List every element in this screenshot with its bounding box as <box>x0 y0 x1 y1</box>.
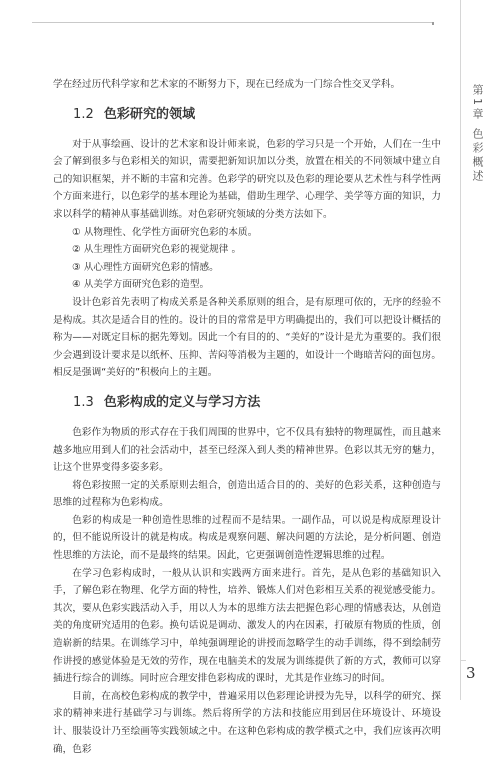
header-rule-mark <box>432 22 434 25</box>
header-rule <box>32 22 434 23</box>
paragraph: 将色彩按照一定的关系原则去组合，创造出适合目的的、美好的色彩关系，这种创造与思维的过程称为色彩构成。 <box>53 479 441 509</box>
section-title: 色彩研究的领域 <box>103 106 196 122</box>
list-item: ② 从生理性方面研究色彩的视觉规律 。 <box>72 244 242 256</box>
section-title: 色彩构成的定义与学习方法 <box>103 394 261 410</box>
page-number: 3 <box>466 664 476 682</box>
paragraph: 设计色彩首先表明了构成关系是各种关系原则的组合，是有原理可依的，无序的经验不是构成。其次是适合目的性的。设计的目的常常是甲方明确提出的，我们可以把设计概括的称为——对既定目标的据先筹划。因此一个有目的的、“美好的”设计是尤为重要的。我们很少会遇到设计要求是以纸杯、压抑、苦闷等消极为主题的，如设计一个晦暗苦闷的面包房。相反是强调“美好的”积极向上的主题。 <box>53 296 441 379</box>
section-heading-1-2 <box>53 106 441 124</box>
paragraph: 色彩作为物质的形式存在于我们周围的世界中，它不仅具有独特的物理属性，而且越来越多地应用到人们的社会活动中，甚至已经深入到人类的精神世界。色彩以其无穷的魅力，让这个世界变得多姿多彩。 <box>53 426 441 474</box>
chapter-side-label <box>467 84 485 184</box>
continued-paragraph: 学在经过历代科学家和艺术家的不断努力下，现在已经成为一门综合性交叉学科。 <box>53 79 401 90</box>
paragraph: 在学习色彩构成时，一般从认识和实践两方面来进行。首先，是从色彩的基础知识入手，了解色彩在物理、化学方面的特性，培养、锻炼人们对色彩相互关系的视觉感受能力。其次，要从色彩实践活动入手，用以人为本的思维方法去把握色彩心理的情感表达，从创造美的角度研究适用的色彩。换句话说是调动、激发人的内在因素，打破原有物质的性质，创造崭新的结果。在训练学习中，单纯强调理论的讲授而忽略学生的动手训练，得不到绘制劳作讲授的感觉体验是无效的劳作，现在电脑美术的发展为训练提供了新的方式，教师可以穿插进行综合的训练。同时应合理安排色彩构成的课时，尤其是作业练习的时间。 <box>53 567 441 685</box>
paragraph: 对于从事绘画、设计的艺术家和设计师来说，色彩的学习只是一个开始，人们在一生中会了解到很多与色彩相关的知识，需要把新知识加以分类，放置在相关的不同领域中建立自己的知识框架，并不断的丰富和完善。色彩学的研究以及色彩的理论要从艺术性与科学性两个方面来进行，以色彩学的基本理论为基础，借助生理学、心理学、美学等方面的知识，力求以科学的精神从事基础训练。对色彩研究领域的分类方法如下。 <box>53 138 441 220</box>
section-number: 1.2 <box>73 106 94 122</box>
section-number: 1.3 <box>73 394 94 410</box>
list-item: ④ 从美学方面研究色彩的造型。 <box>72 279 210 291</box>
margin-divider <box>460 0 461 700</box>
page-body <box>53 76 441 758</box>
chapter-number: 第1章 <box>471 84 484 122</box>
paragraph: 色彩的构成是一种创造性思维的过程而不是结果。一副作品，可以说是构成原理设计的，但不能说所设计的就是构成。构成是观察问题、解决问题的方法论，是分析问题、创造性思维的方法论，而不是最终的结果。因此，它更强调创造性逻辑思维的过程。 <box>53 514 441 562</box>
list-item: ③ 从心理性方面研究色彩的情感。 <box>72 261 219 273</box>
page-number-rule <box>460 660 466 661</box>
chapter-title: 色彩概述 <box>471 128 484 184</box>
section-heading-1-3 <box>53 394 441 412</box>
list-item: ① 从物理性、化学性方面研究色彩的本质。 <box>72 226 258 238</box>
paragraph: 目前，在高校色彩构成的教学中，普遍采用以色彩理论讲授为先导，以科学的研究、探求的精神来进行基础学习与训练。然后将所学的方法和技能应用到居住环境设计、环境设计、服装设计乃至绘画等实践领域之中。在这种色彩构成的教学模式之中，我们应该再次明确，色彩 <box>53 690 441 755</box>
